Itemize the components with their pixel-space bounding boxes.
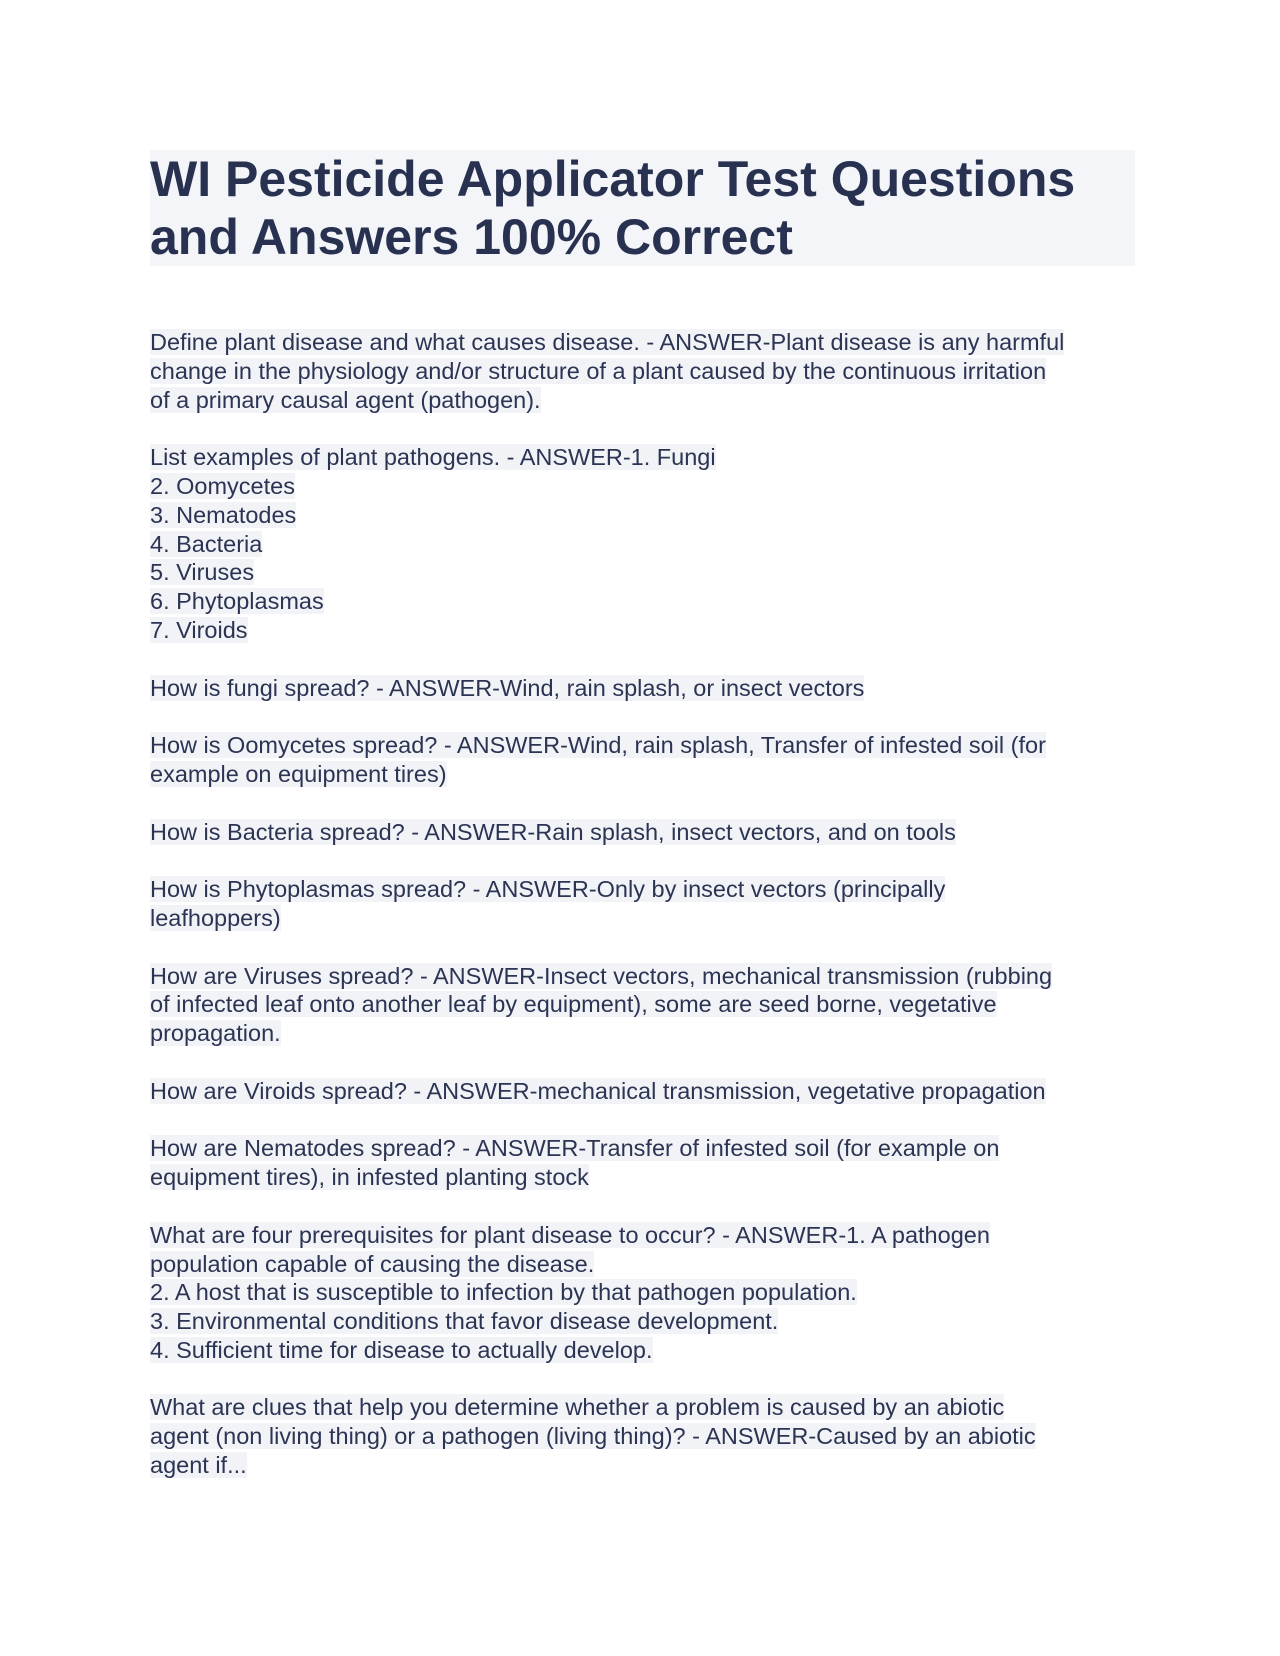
qa-item <box>150 875 1135 933</box>
qa-line: agent if... <box>150 1452 247 1479</box>
qa-line: 2. Oomycetes <box>150 472 295 499</box>
qa-line: How is Bacteria spread? - ANSWER-Rain splash, insect vectors, and on tools <box>150 818 956 845</box>
qa-line: List examples of plant pathogens. - ANSWER-1. Fungi <box>150 444 716 471</box>
qa-item <box>150 443 1135 645</box>
qa-item <box>150 1393 1135 1479</box>
qa-line: change in the physiology and/or structure of a plant caused by the continuous irritation <box>150 357 1047 384</box>
qa-line: How is fungi spread? - ANSWER-Wind, rain splash, or insect vectors <box>150 674 865 701</box>
qa-item <box>150 962 1135 1048</box>
document-page <box>150 150 1135 1509</box>
qa-line: 7. Viroids <box>150 616 248 643</box>
qa-line: 6. Phytoplasmas <box>150 588 324 615</box>
qa-line: 3. Environmental conditions that favor disease development. <box>150 1308 779 1335</box>
qa-line: propagation. <box>150 1020 281 1047</box>
qa-item <box>150 731 1135 789</box>
qa-line: How are Nematodes spread? - ANSWER-Transfer of infested soil (for example on <box>150 1135 1000 1162</box>
qa-line: 5. Viruses <box>150 559 255 586</box>
qa-list <box>150 328 1135 1480</box>
qa-item <box>150 1221 1135 1365</box>
qa-line: population capable of causing the disease. <box>150 1250 595 1277</box>
qa-item <box>150 1134 1135 1192</box>
qa-line: of infected leaf onto another leaf by equipment), some are seed borne, vegetative <box>150 991 997 1018</box>
qa-line: How are Viruses spread? - ANSWER-Insect vectors, mechanical transmission (rubbing <box>150 962 1053 989</box>
qa-line: 4. Bacteria <box>150 530 263 557</box>
qa-line: Define plant disease and what causes disease. - ANSWER-Plant disease is any harmful <box>150 329 1065 355</box>
qa-line: 4. Sufficient time for disease to actually develop. <box>150 1336 653 1363</box>
qa-line: equipment tires), in infested planting stock <box>150 1164 589 1191</box>
qa-line: of a primary causal agent (pathogen). <box>150 386 541 413</box>
qa-line: What are clues that help you determine whether a problem is caused by an abiotic <box>150 1394 1005 1421</box>
qa-item <box>150 818 1135 847</box>
qa-line: How is Oomycetes spread? - ANSWER-Wind, rain splash, Transfer of infested soil (for <box>150 732 1046 759</box>
qa-line: What are four prerequisites for plant disease to occur? - ANSWER-1. A pathogen <box>150 1221 990 1248</box>
qa-item <box>150 674 1135 703</box>
qa-line: agent (non living thing) or a pathogen (living thing)? - ANSWER-Caused by an abiotic <box>150 1423 1036 1450</box>
qa-line: How is Phytoplasmas spread? - ANSWER-Only by insect vectors (principally <box>150 876 946 903</box>
qa-item <box>150 328 1135 414</box>
qa-line: 2. A host that is susceptible to infection by that pathogen population. <box>150 1279 857 1306</box>
qa-line: How are Viroids spread? - ANSWER-mechanical transmission, vegetative propagation <box>150 1077 1046 1104</box>
qa-item <box>150 1077 1135 1106</box>
qa-line: leafhoppers) <box>150 904 281 931</box>
qa-line: example on equipment tires) <box>150 760 447 787</box>
document-title: WI Pesticide Applicator Test Questions and Answers 100% Correct <box>150 150 1135 266</box>
qa-line: 3. Nematodes <box>150 501 297 528</box>
